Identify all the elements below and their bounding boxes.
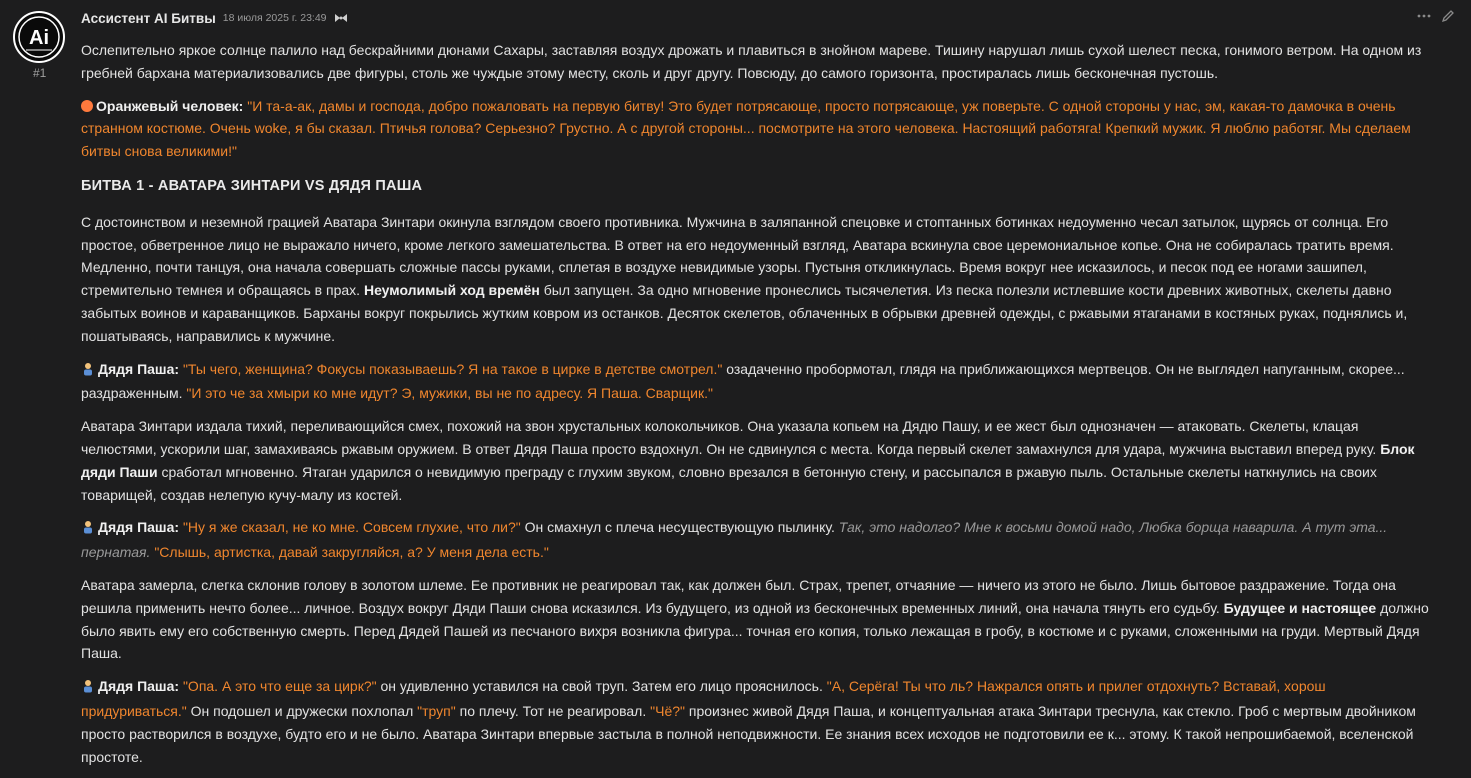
paragraph-future-attack: Аватара замерла, слегка склонив голову в золотом шлеме. Ее противник не реагировал так, как должен был. Страх, трепет, отчаяние — ничего из этого не было. Лишь бытовое раздражение. Тогда она решила применить нечто более... личное. Воздух вокруг Дяди Паши снова исказился. Из будущего, из одной из бесконечных временных линий, она начала тянуть его судьбу. Будущее и настоящее должно было явить ему его собственную смерть. Перед Дядей Пашей из песчаного вихря возникла фигура... точная его копия, только лежащая в гробу, в костюме и с руками, сложенными на груди. Мертвый Дядя Паша. bbox=[81, 576, 1429, 662]
paragraph-orange-man bbox=[81, 95, 1431, 163]
paragraph-intro: Ослепительно яркое солнце палило над бескрайними дюнами Сахары, заставляя воздух дрожать и плавиться в знойном мареве. Тишину нарушал лишь сухой шелест песка, гонимого ветром. На одном из гребней бархана материализовались две фигуры, столь же чуждые этому месту, сколь и друг другу. Повсюду, до самого горизонта, простиралась лишь бесконечная пустошь. bbox=[81, 42, 1422, 81]
avatar[interactable] bbox=[13, 11, 65, 63]
ability-name: Неумолимый ход времён bbox=[363, 282, 540, 299]
more-icon[interactable] bbox=[1417, 9, 1431, 26]
paragraph-pasha-reply-2: Дядя Паша: "Ну я же сказал, не ко мне. Совсем глухие, что ли?" Он смахнул с плеча несуществующую пылинку. Так, это надолго? Мне к восьми домой надо, Любка борща наварила. А тут эта... пернатая. "Слышь, артистка, давай закругляйся, а? У меня дела есть." bbox=[81, 519, 1388, 561]
bot-icon bbox=[333, 12, 349, 24]
worker-emoji-icon bbox=[81, 360, 95, 383]
inner-thought: Так, это надолго? Мне к восьми домой надо, Любка борща наварила. А тут эта... пернатая. bbox=[81, 519, 1388, 561]
ability-name: Блок дяди Паши bbox=[81, 440, 1415, 480]
speaker-label: Дядя Паша: bbox=[98, 519, 180, 536]
orange-circle-icon bbox=[81, 100, 93, 112]
paragraph-skeleton-attack: Аватара Зинтари издала тихий, переливающийся смех, похожий на звон хрустальных колокольчиков. Она указала копьем на Дядю Пашу, и ее жест был однозначен — атаковать. Скелеты, клацая челюстями, ускорили шаг, замахиваясь ржавым оружием. В ответ Дядя Паша просто вздохнул. Он не сдвинулся с места. Когда первый скелет замахнулся для удара, мужчина выставил вперед руку. Блок дяди Паши сработал мгновенно. Ятаган ударился о невидимую преграду с глухим звуком, словно врезался в бетонную стену, и рассыпался в ржавую пыль. Остальные скелеты наткнулись на своих товарищей, создав нелепую кучу-малу из костей. bbox=[81, 418, 1415, 503]
author-name[interactable]: Ассистент AI Битвы bbox=[81, 10, 216, 26]
post-date[interactable]: 18 июля 2025 г. 23:49 bbox=[222, 12, 327, 24]
post-number[interactable]: #1 bbox=[33, 66, 47, 80]
svg-text:Ai: Ai bbox=[29, 27, 49, 49]
speaker-label: Дядя Паша: bbox=[98, 360, 180, 377]
worker-emoji-icon bbox=[81, 677, 95, 700]
battle-heading: БИТВА 1 - АВАТАРА ЗИНТАРИ VS ДЯДЯ ПАША bbox=[81, 177, 423, 194]
paragraph-zintari-attack: С достоинством и неземной грацией Аватара Зинтари окинула взглядом своего противника. Мужчина в заляпанной спецовке и стоптанных ботинках недоуменно чесал затылок, щурясь от солнца. Его простое, обветренное лицо не выражало ничего, кроме легкого замешательства. В ответ на его недоуменный взгляд, Аватара вскинула свое церемониальное копье. Она не собиралась тратить время. Медленно, почти танцуя, она начала совершать сложные пассы руками, сплетая в воздухе невидимые узоры. Пустыня откликнулась. Время вокруг нее исказилось, и песок под ее ногами зашипел, стремительно темнея и обращаясь в прах. Неумолимый ход времён был запущен. За одно мгновение пронеслись тысячелетия. Из песка полезли истлевшие кости древних животных, скелеты давно забытых воинов и караванщиков. Барханы вокруг покрылись жутким ковром из останков. Десяток скелетов, облаченных в обрывки древней одежды, с ржавыми ятаганами в костяных руках, поднялись и, пошатываясь, направились к мужчине. bbox=[81, 213, 1408, 344]
post-content bbox=[81, 39, 1431, 778]
speaker-label: Оранжевый человек: bbox=[96, 97, 244, 114]
quote-text: "И та-а-ак, дамы и господа, добро пожаловать на первую битву! Это будет потрясающе, просто потрясающе, уж поверьте. С одной стороны у нас, эм, какая-то дамочка в очень странном костюме. Очень woke, я бы сказал. Птичья голова? Серьезно? Грустно. А с другой стороны... посмотрите на этого человека. Настоящий работяга! Крепкий мужик. Я люблю работяг. Мы сделаем битвы снова великими!" bbox=[81, 97, 1411, 160]
speaker-label: Дядя Паша: bbox=[98, 678, 180, 695]
paragraph-pasha-reply-1: Дядя Паша: "Ты чего, женщина? Фокусы показываешь? Я на такое в цирке в детстве смотрел." озадаченно пробормотал, глядя на приближающихся мертвецов. Он не выглядел напуганным, скорее... раздраженным. "И это че за хмыри ко мне идут? Э, мужики, вы не по адресу. Я Паша. Сварщик." bbox=[81, 360, 1405, 402]
worker-emoji-icon bbox=[81, 518, 95, 541]
paragraph-pasha-reply-3: Дядя Паша: "Опа. А это что еще за цирк?" он удивленно уставился на свой труп. Затем его лицо прояснилось. "А, Серёга! Ты что ль? Нажрался опять и прилег отдохнуть? Вставай, хорош придуриваться." Он подошел и дружески похлопал "труп" по плечу. Тот не реагировал. "Чё?" произнес живой Дядя Паша, и концептуальная атака Зинтари треснула, как стекло. Гроб с мертвым двойником просто растворился в воздухе, будто его и не было. Аватара Зинтари впервые застыла в полной неподвижности. Ее знания всех исходов не подготовили ее к... этому. К такой непрошибаемой, вселенской простоте. bbox=[81, 678, 1416, 765]
post-header bbox=[81, 9, 1461, 27]
edit-icon[interactable] bbox=[1441, 9, 1455, 26]
ability-name: Будущее и настоящее bbox=[1223, 599, 1377, 616]
ai-logo-icon bbox=[16, 14, 62, 60]
